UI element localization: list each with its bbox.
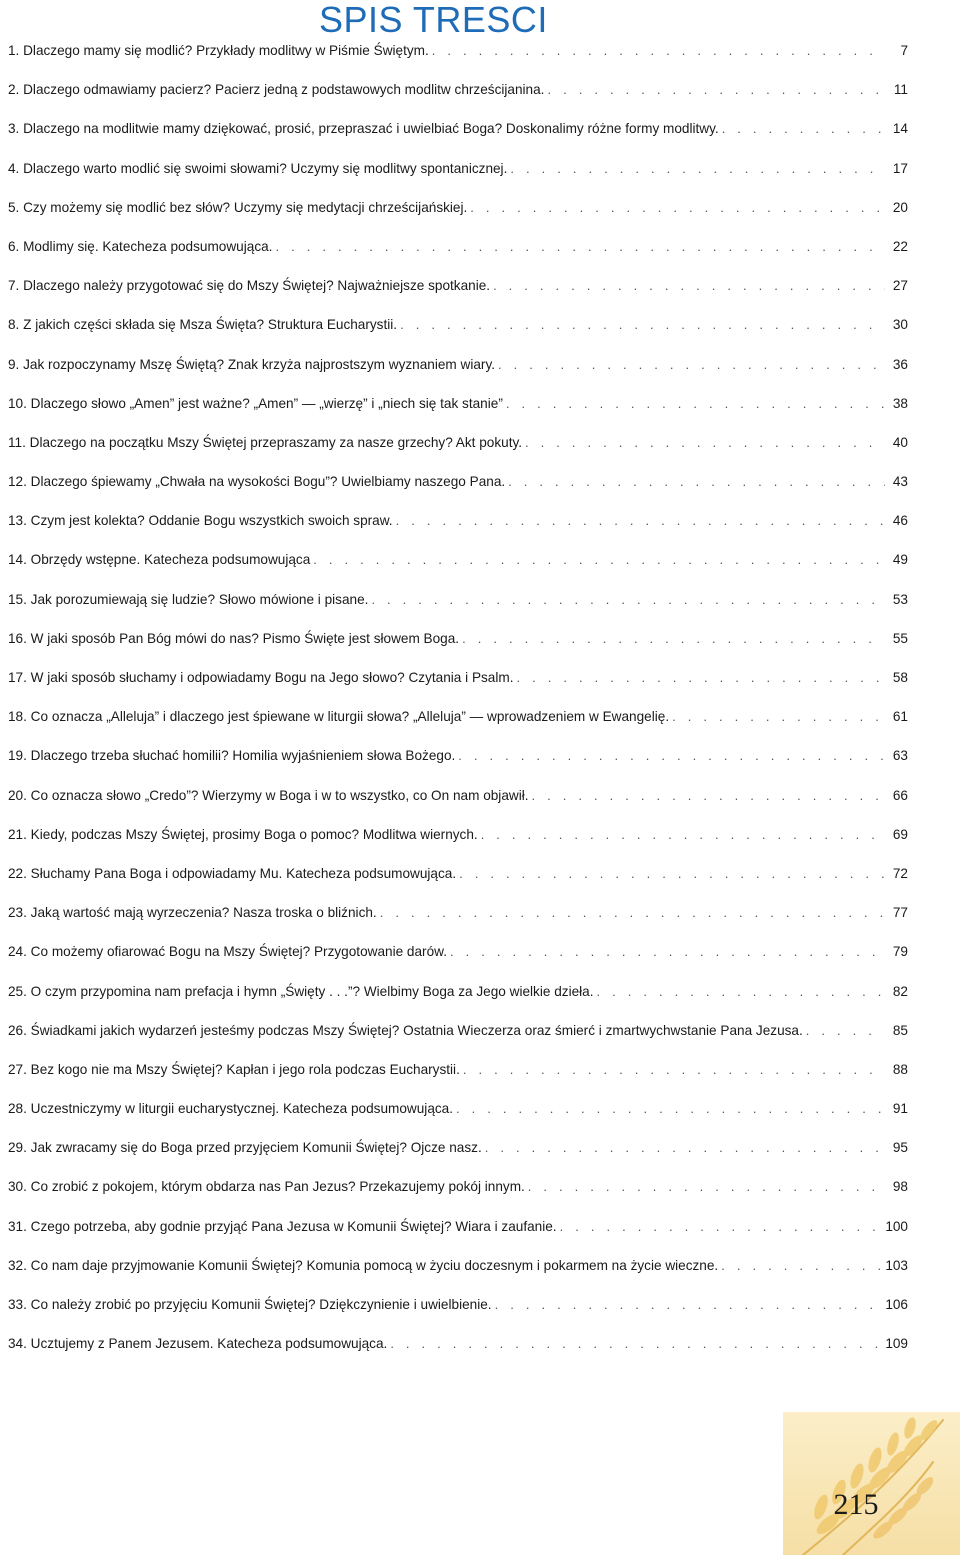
toc-entry-title: 5. Czy możemy się modlić bez słów? Uczymy się medytacji chrześcijańskiej. [8,199,468,215]
toc-entry-title: 25. O czym przypomina nam prefacja i hymn „Święty . . .”? Wielbimy Boga za Jego wielkie dzieła. [8,983,594,999]
toc-dot-leader [470,200,885,215]
toc-entry-title: 1. Dlaczego mamy się modlić? Przykłady modlitwy w Piśmie Świętym. [8,43,429,58]
toc-entry-page: 106 [885,1297,908,1312]
toc-dot-leader [493,278,885,293]
toc-entry-title: 24. Co możemy ofiarować Bogu na Mszy Świętej? Przygotowanie darów. [8,944,447,960]
table-of-contents [8,43,908,1375]
toc-entry [8,1101,908,1140]
toc-entry-page: 36 [892,356,908,372]
toc-entry [8,592,908,631]
toc-dot-leader [597,984,885,999]
toc-entry-page: 82 [892,983,908,999]
toc-entry [8,1062,908,1101]
toc-entry [8,905,908,944]
toc-dot-leader [462,631,885,646]
toc-entry [8,317,908,356]
toc-dot-leader [508,474,885,489]
toc-entry-title: 6. Modlimy się. Katecheza podsumowująca. [8,238,273,254]
toc-entry-page: 98 [892,1179,908,1195]
toc-entry-title: 22. Słuchamy Pana Boga i odpowiadamy Mu. Katecheza podsumowująca. [8,865,457,881]
page-title: SPIS TRESCI [319,0,548,40]
toc-entry-page: 85 [892,1022,908,1038]
toc-entry-title: 18. Co oznacza „Alleluja” i dlaczego jest śpiewane w liturgii słowa? „Alleluja” — wprowadzeniem w Ewangelię. [8,709,670,725]
toc-entry [8,788,908,827]
toc-dot-leader [390,1336,882,1351]
toc-entry-title: 13. Czym jest kolekta? Oddanie Bogu wszystkich swoich spraw. [8,513,393,529]
toc-dot-leader [380,905,885,920]
toc-entry [8,239,908,278]
toc-dot-leader [722,121,885,136]
toc-dot-leader [396,513,885,528]
toc-entry-title: 33. Co należy zrobić po przyjęciu Komunii Świętej? Dziękczynienie i uwielbienie. [8,1297,492,1312]
toc-entry [8,866,908,905]
toc-entry [8,278,908,317]
toc-entry-page: 27 [892,278,908,294]
toc-entry [8,944,908,983]
toc-entry-title: 26. Świadkami jakich wydarzeń jesteśmy podczas Mszy Świętej? Ostatnia Wieczerza oraz śmierć i zmartwychwstanie Pana Jezusa. [8,1022,803,1038]
toc-entry [8,43,908,82]
toc-entry-title: 2. Dlaczego odmawiamy pacierz? Pacierz jedną z podstawowych modlitw chrześcijanina. [8,82,545,98]
toc-dot-leader [506,396,885,411]
toc-dot-leader [672,709,885,724]
toc-dot-leader [459,866,885,881]
toc-entry-page: 79 [892,944,908,960]
toc-dot-leader [510,161,885,176]
toc-entry-page: 95 [892,1140,908,1156]
toc-entry-page: 20 [892,199,908,215]
toc-entry-page: 55 [892,630,908,646]
toc-entry-page: 63 [892,748,908,764]
toc-entry-page: 88 [892,1061,908,1077]
toc-entry [8,552,908,591]
toc-dot-leader [495,1297,883,1312]
toc-entry-title: 16. W jaki sposób Pan Bóg mówi do nas? Pismo Święte jest słowem Boga. [8,630,460,646]
toc-entry-page: 49 [892,552,908,568]
toc-entry [8,513,908,552]
toc-entry [8,1179,908,1218]
toc-dot-leader [400,317,885,332]
toc-entry [8,709,908,748]
toc-entry-title: 3. Dlaczego na modlitwie mamy dziękować, prosić, przepraszać i uwielbiać Boga? Doskonalimy różne formy modlitwy. [8,121,719,137]
toc-entry-title: 7. Dlaczego należy przygotować się do Mszy Świętej? Najważniejsze spotkanie. [8,278,491,294]
toc-dot-leader [547,82,885,97]
page-number: 215 [833,1488,879,1521]
toc-entry-title: 30. Co zrobić z pokojem, którym obdarza nas Pan Jezus? Przekazujemy pokój innym. [8,1179,525,1195]
toc-dot-leader [516,670,885,685]
toc-entry-title: 4. Dlaczego warto modlić się swoimi słowami? Uczymy się modlitwy spontanicznej. [8,160,508,176]
toc-entry-title: 23. Jaką wartość mają wyrzeczenia? Nasza troska o bliźnich. [8,905,377,921]
toc-dot-leader [525,435,885,450]
toc-dot-leader [275,239,885,254]
toc-entry [8,1258,908,1297]
toc-entry-page: 14 [892,121,908,137]
toc-entry-title: 29. Jak zwracamy się do Boga przed przyjęciem Komunii Świętej? Ojcze nasz. [8,1140,482,1156]
toc-entry [8,357,908,396]
toc-entry-page: 100 [885,1218,908,1234]
toc-entry-page: 22 [892,238,908,254]
toc-entry [8,82,908,121]
toc-entry [8,121,908,160]
toc-entry [8,1140,908,1179]
toc-entry-title: 9. Jak rozpoczynamy Mszę Świętą? Znak krzyża najprostszym wyznaniem wiary. [8,356,496,372]
toc-entry-title: 15. Jak porozumiewają się ludzie? Słowo mówione i pisane. [8,591,369,607]
toc-entry-title: 17. W jaki sposób słuchamy i odpowiadamy Bogu na Jego słowo? Czytania i Psalm. [8,670,514,685]
toc-entry-page: 43 [892,474,908,490]
toc-entry [8,984,908,1023]
toc-entry-page: 91 [892,1101,908,1117]
toc-dot-leader [485,1140,885,1155]
wheat-decoration [783,1412,960,1555]
toc-entry-title: 8. Z jakich części składa się Msza Święta? Struktura Eucharystii. [8,317,398,333]
toc-dot-leader [450,944,885,959]
toc-entry-page: 7 [900,43,908,58]
toc-entry [8,1023,908,1062]
toc-dot-leader [456,1101,885,1116]
toc-entry-page: 40 [892,434,908,450]
toc-entry-page: 38 [892,395,908,411]
toc-entry [8,748,908,787]
toc-entry-page: 17 [892,160,908,176]
toc-dot-leader [532,788,885,803]
toc-dot-leader [432,43,885,58]
toc-entry [8,1336,908,1375]
toc-dot-leader [463,1062,885,1077]
toc-entry [8,200,908,239]
toc-entry-page: 69 [892,826,908,842]
toc-entry [8,1297,908,1336]
toc-entry-page: 61 [892,709,908,725]
toc-entry [8,161,908,200]
toc-entry-title: 31. Czego potrzeba, aby godnie przyjąć Pana Jezusa w Komunii Świętej? Wiara i zaufanie. [8,1218,557,1234]
toc-dot-leader [721,1258,882,1273]
toc-dot-leader [528,1179,885,1194]
toc-entry-page: 72 [892,865,908,881]
toc-entry-page: 11 [893,82,908,98]
toc-entry [8,474,908,513]
toc-entry-title: 27. Bez kogo nie ma Mszy Świętej? Kapłan i jego rola podczas Eucharystii. [8,1061,460,1077]
toc-entry-title: 10. Dlaczego słowo „Amen” jest ważne? „Amen” — „wierzę” i „niech się tak stanie” [8,395,503,411]
toc-entry-page: 77 [892,905,908,921]
toc-entry [8,396,908,435]
wheat-icon [783,1412,960,1555]
toc-entry [8,435,908,474]
toc-entry-title: 34. Ucztujemy z Panem Jezusem. Katecheza podsumowująca. [8,1336,388,1352]
toc-dot-leader [371,592,885,607]
toc-entry [8,827,908,866]
toc-dot-leader [481,827,885,842]
toc-entry-page: 30 [892,317,908,333]
toc-entry-page: 58 [892,670,908,685]
toc-entry-page: 109 [885,1336,908,1352]
toc-entry-title: 14. Obrzędy wstępne. Katecheza podsumowująca [8,552,311,568]
toc-entry-title: 12. Dlaczego śpiewamy „Chwała na wysokości Bogu”? Uwielbiamy naszego Pana. [8,474,506,490]
toc-entry [8,670,908,709]
toc-entry-page: 46 [892,513,908,529]
toc-dot-leader [498,357,885,372]
toc-dot-leader [806,1023,885,1038]
toc-entry [8,1219,908,1258]
toc-entry-title: 11. Dlaczego na początku Mszy Świętej przepraszamy za nasze grzechy? Akt pokuty. [8,434,523,450]
toc-entry [8,631,908,670]
toc-entry-title: 21. Kiedy, podczas Mszy Świętej, prosimy Boga o pomoc? Modlitwa wiernych. [8,826,478,842]
toc-entry-page: 53 [892,591,908,607]
toc-entry-title: 19. Dlaczego trzeba słuchać homilii? Homilia wyjaśnieniem słowa Bożego. [8,748,456,764]
toc-entry-title: 20. Co oznacza słowo „Credo”? Wierzymy w Boga i w to wszystko, co On nam objawił. [8,787,529,803]
toc-entry-title: 28. Uczestniczymy w liturgii eucharystycznej. Katecheza podsumowująca. [8,1101,454,1117]
toc-entry-page: 66 [892,787,908,803]
toc-entry-title: 32. Co nam daje przyjmowanie Komunii Świętej? Komunia pomocą w życiu doczesnym i pokarmem na życie wieczne. [8,1257,719,1273]
toc-dot-leader [458,748,885,763]
toc-dot-leader [560,1219,883,1234]
toc-dot-leader [313,552,885,567]
toc-entry-page: 103 [885,1257,908,1273]
